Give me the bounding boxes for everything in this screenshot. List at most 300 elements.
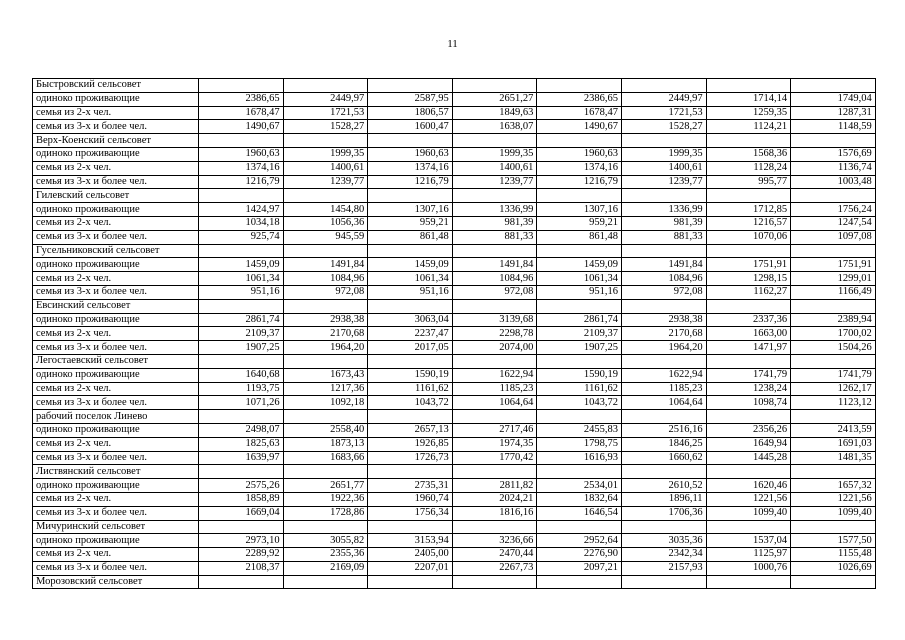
value-cell: 2973,10 bbox=[199, 534, 284, 548]
value-cell: 1259,35 bbox=[706, 106, 791, 120]
empty-cell bbox=[199, 354, 284, 368]
empty-cell bbox=[706, 134, 791, 148]
empty-cell bbox=[621, 465, 706, 479]
row-label: семья из 3-х и более чел. bbox=[33, 175, 199, 189]
value-cell: 2558,40 bbox=[283, 423, 368, 437]
value-cell: 1999,35 bbox=[283, 147, 368, 161]
value-cell: 1400,61 bbox=[621, 161, 706, 175]
section-name: Гилевский сельсовет bbox=[33, 189, 199, 203]
value-cell: 1400,61 bbox=[452, 161, 537, 175]
empty-cell bbox=[283, 189, 368, 203]
empty-cell bbox=[452, 299, 537, 313]
empty-cell bbox=[621, 244, 706, 258]
value-cell: 1374,16 bbox=[199, 161, 284, 175]
value-cell: 1537,04 bbox=[706, 534, 791, 548]
empty-cell bbox=[283, 79, 368, 93]
section-name: Быстровский сельсовет bbox=[33, 79, 199, 93]
value-cell: 1678,47 bbox=[199, 106, 284, 120]
value-cell: 1136,74 bbox=[791, 161, 876, 175]
empty-cell bbox=[283, 299, 368, 313]
value-cell: 2413,59 bbox=[791, 423, 876, 437]
empty-cell bbox=[452, 189, 537, 203]
table-row bbox=[33, 548, 876, 562]
value-cell: 2109,37 bbox=[199, 327, 284, 341]
empty-cell bbox=[199, 575, 284, 589]
value-cell: 1239,77 bbox=[283, 175, 368, 189]
empty-cell bbox=[452, 575, 537, 589]
value-cell: 1960,63 bbox=[537, 147, 622, 161]
value-cell: 1849,63 bbox=[452, 106, 537, 120]
empty-cell bbox=[791, 189, 876, 203]
value-cell: 1307,16 bbox=[537, 203, 622, 217]
value-cell: 981,39 bbox=[621, 216, 706, 230]
value-cell: 1751,91 bbox=[706, 258, 791, 272]
table-row bbox=[33, 382, 876, 396]
value-cell: 1239,77 bbox=[452, 175, 537, 189]
table-row bbox=[33, 120, 876, 134]
row-label: семья из 3-х и более чел. bbox=[33, 285, 199, 299]
value-cell: 2207,01 bbox=[368, 561, 453, 575]
value-cell: 3055,82 bbox=[283, 534, 368, 548]
value-cell: 2356,26 bbox=[706, 423, 791, 437]
value-cell: 1307,16 bbox=[368, 203, 453, 217]
value-cell: 1161,62 bbox=[537, 382, 622, 396]
row-label: семья из 3-х и более чел. bbox=[33, 396, 199, 410]
empty-cell bbox=[199, 410, 284, 424]
empty-cell bbox=[199, 244, 284, 258]
value-cell: 2534,01 bbox=[537, 479, 622, 493]
value-cell: 1064,64 bbox=[452, 396, 537, 410]
section-header-row bbox=[33, 79, 876, 93]
value-cell: 1846,25 bbox=[621, 437, 706, 451]
value-cell: 1491,84 bbox=[283, 258, 368, 272]
value-cell: 1084,96 bbox=[452, 272, 537, 286]
value-cell: 1445,28 bbox=[706, 451, 791, 465]
table-row bbox=[33, 175, 876, 189]
value-cell: 1568,36 bbox=[706, 147, 791, 161]
value-cell: 1221,56 bbox=[706, 492, 791, 506]
row-label: семья из 2-х чел. bbox=[33, 437, 199, 451]
table-row bbox=[33, 423, 876, 437]
empty-cell bbox=[706, 189, 791, 203]
empty-cell bbox=[452, 410, 537, 424]
value-cell: 3153,94 bbox=[368, 534, 453, 548]
value-cell: 1400,61 bbox=[283, 161, 368, 175]
value-cell: 1124,21 bbox=[706, 120, 791, 134]
section-header-row bbox=[33, 410, 876, 424]
value-cell: 1806,57 bbox=[368, 106, 453, 120]
value-cell: 2717,46 bbox=[452, 423, 537, 437]
empty-cell bbox=[199, 79, 284, 93]
empty-cell bbox=[283, 354, 368, 368]
empty-cell bbox=[537, 410, 622, 424]
table-row bbox=[33, 313, 876, 327]
value-cell: 1262,17 bbox=[791, 382, 876, 396]
table-row bbox=[33, 341, 876, 355]
value-cell: 1620,46 bbox=[706, 479, 791, 493]
value-cell: 1714,14 bbox=[706, 92, 791, 106]
row-label: одиноко проживающие bbox=[33, 423, 199, 437]
empty-cell bbox=[283, 520, 368, 534]
value-cell: 1471,97 bbox=[706, 341, 791, 355]
value-cell: 1056,36 bbox=[283, 216, 368, 230]
empty-cell bbox=[368, 189, 453, 203]
empty-cell bbox=[537, 189, 622, 203]
table-row bbox=[33, 285, 876, 299]
value-cell: 945,59 bbox=[283, 230, 368, 244]
value-cell: 1043,72 bbox=[537, 396, 622, 410]
value-cell: 1616,93 bbox=[537, 451, 622, 465]
value-cell: 1061,34 bbox=[537, 272, 622, 286]
value-cell: 3236,66 bbox=[452, 534, 537, 548]
value-cell: 1528,27 bbox=[621, 120, 706, 134]
value-cell: 1741,79 bbox=[791, 368, 876, 382]
value-cell: 1216,79 bbox=[537, 175, 622, 189]
value-cell: 2651,77 bbox=[283, 479, 368, 493]
value-cell: 1622,94 bbox=[621, 368, 706, 382]
row-label: семья из 2-х чел. bbox=[33, 272, 199, 286]
table-row bbox=[33, 368, 876, 382]
value-cell: 2405,00 bbox=[368, 548, 453, 562]
value-cell: 1712,85 bbox=[706, 203, 791, 217]
value-cell: 951,16 bbox=[199, 285, 284, 299]
value-cell: 2449,97 bbox=[283, 92, 368, 106]
empty-cell bbox=[537, 134, 622, 148]
empty-cell bbox=[791, 465, 876, 479]
value-cell: 1638,07 bbox=[452, 120, 537, 134]
section-header-row bbox=[33, 134, 876, 148]
value-cell: 2657,13 bbox=[368, 423, 453, 437]
value-cell: 2498,07 bbox=[199, 423, 284, 437]
value-cell: 1061,34 bbox=[368, 272, 453, 286]
value-cell: 1162,27 bbox=[706, 285, 791, 299]
value-cell: 1960,74 bbox=[368, 492, 453, 506]
empty-cell bbox=[791, 79, 876, 93]
value-cell: 2337,36 bbox=[706, 313, 791, 327]
value-cell: 1217,36 bbox=[283, 382, 368, 396]
row-label: одиноко проживающие bbox=[33, 479, 199, 493]
row-label: одиноко проживающие bbox=[33, 534, 199, 548]
value-cell: 1298,15 bbox=[706, 272, 791, 286]
value-cell: 1128,24 bbox=[706, 161, 791, 175]
value-cell: 1026,69 bbox=[791, 561, 876, 575]
empty-cell bbox=[283, 575, 368, 589]
value-cell: 1003,48 bbox=[791, 175, 876, 189]
value-cell: 1221,56 bbox=[791, 492, 876, 506]
empty-cell bbox=[791, 299, 876, 313]
empty-cell bbox=[368, 520, 453, 534]
value-cell: 1907,25 bbox=[199, 341, 284, 355]
empty-cell bbox=[199, 189, 284, 203]
value-cell: 2470,44 bbox=[452, 548, 537, 562]
empty-cell bbox=[452, 134, 537, 148]
row-label: семья из 3-х и более чел. bbox=[33, 120, 199, 134]
value-cell: 2170,68 bbox=[283, 327, 368, 341]
value-cell: 1907,25 bbox=[537, 341, 622, 355]
empty-cell bbox=[537, 575, 622, 589]
value-cell: 3063,04 bbox=[368, 313, 453, 327]
value-cell: 1238,24 bbox=[706, 382, 791, 396]
value-cell: 1741,79 bbox=[706, 368, 791, 382]
value-cell: 1756,34 bbox=[368, 506, 453, 520]
empty-cell bbox=[621, 79, 706, 93]
value-cell: 2342,34 bbox=[621, 548, 706, 562]
table-row bbox=[33, 216, 876, 230]
table-row bbox=[33, 437, 876, 451]
empty-cell bbox=[199, 520, 284, 534]
row-label: одиноко проживающие bbox=[33, 313, 199, 327]
value-cell: 2386,65 bbox=[199, 92, 284, 106]
empty-cell bbox=[621, 134, 706, 148]
value-cell: 959,21 bbox=[368, 216, 453, 230]
value-cell: 1896,11 bbox=[621, 492, 706, 506]
empty-cell bbox=[283, 465, 368, 479]
value-cell: 1646,54 bbox=[537, 506, 622, 520]
empty-cell bbox=[791, 520, 876, 534]
value-cell: 1239,77 bbox=[621, 175, 706, 189]
empty-cell bbox=[537, 299, 622, 313]
table-row bbox=[33, 479, 876, 493]
section-name: Верх-Коенский сельсовет bbox=[33, 134, 199, 148]
section-header-row bbox=[33, 299, 876, 313]
value-cell: 2389,94 bbox=[791, 313, 876, 327]
page-number: 11 bbox=[447, 38, 458, 50]
value-cell: 1299,01 bbox=[791, 272, 876, 286]
table-row bbox=[33, 561, 876, 575]
value-cell: 1491,84 bbox=[452, 258, 537, 272]
row-label: одиноко проживающие bbox=[33, 258, 199, 272]
table-row bbox=[33, 106, 876, 120]
empty-cell bbox=[621, 410, 706, 424]
value-cell: 951,16 bbox=[368, 285, 453, 299]
row-label: семья из 2-х чел. bbox=[33, 327, 199, 341]
value-cell: 1374,16 bbox=[368, 161, 453, 175]
value-cell: 1123,12 bbox=[791, 396, 876, 410]
value-cell: 1770,42 bbox=[452, 451, 537, 465]
value-cell: 2811,82 bbox=[452, 479, 537, 493]
empty-cell bbox=[452, 520, 537, 534]
empty-cell bbox=[283, 134, 368, 148]
empty-cell bbox=[706, 79, 791, 93]
empty-cell bbox=[368, 410, 453, 424]
value-cell: 2109,37 bbox=[537, 327, 622, 341]
value-cell: 1922,36 bbox=[283, 492, 368, 506]
value-cell: 1491,84 bbox=[621, 258, 706, 272]
value-cell: 881,33 bbox=[452, 230, 537, 244]
value-cell: 1000,76 bbox=[706, 561, 791, 575]
row-label: семья из 2-х чел. bbox=[33, 161, 199, 175]
row-label: одиноко проживающие bbox=[33, 147, 199, 161]
empty-cell bbox=[706, 575, 791, 589]
value-cell: 1825,63 bbox=[199, 437, 284, 451]
section-name: Морозовский сельсовет bbox=[33, 575, 199, 589]
value-cell: 1816,16 bbox=[452, 506, 537, 520]
value-cell: 1528,27 bbox=[283, 120, 368, 134]
value-cell: 1673,43 bbox=[283, 368, 368, 382]
value-cell: 1064,64 bbox=[621, 396, 706, 410]
value-cell: 972,08 bbox=[452, 285, 537, 299]
row-label: семья из 3-х и более чел. bbox=[33, 506, 199, 520]
value-cell: 1600,47 bbox=[368, 120, 453, 134]
section-name: Листвянский сельсовет bbox=[33, 465, 199, 479]
empty-cell bbox=[706, 465, 791, 479]
value-cell: 1858,89 bbox=[199, 492, 284, 506]
value-cell: 1691,03 bbox=[791, 437, 876, 451]
value-cell: 2024,21 bbox=[452, 492, 537, 506]
empty-cell bbox=[368, 79, 453, 93]
empty-cell bbox=[368, 575, 453, 589]
value-cell: 1622,94 bbox=[452, 368, 537, 382]
section-name: Евсинский сельсовет bbox=[33, 299, 199, 313]
value-cell: 1070,06 bbox=[706, 230, 791, 244]
value-cell: 1728,86 bbox=[283, 506, 368, 520]
empty-cell bbox=[368, 134, 453, 148]
value-cell: 881,33 bbox=[621, 230, 706, 244]
value-cell: 3035,36 bbox=[621, 534, 706, 548]
value-cell: 1669,04 bbox=[199, 506, 284, 520]
value-cell: 2610,52 bbox=[621, 479, 706, 493]
value-cell: 1751,91 bbox=[791, 258, 876, 272]
value-cell: 2516,16 bbox=[621, 423, 706, 437]
table-row bbox=[33, 506, 876, 520]
value-cell: 1706,36 bbox=[621, 506, 706, 520]
value-cell: 2575,26 bbox=[199, 479, 284, 493]
empty-cell bbox=[621, 520, 706, 534]
value-cell: 1336,99 bbox=[621, 203, 706, 217]
section-name: Легостаевский сельсовет bbox=[33, 354, 199, 368]
empty-cell bbox=[791, 354, 876, 368]
value-cell: 972,08 bbox=[283, 285, 368, 299]
value-cell: 1424,97 bbox=[199, 203, 284, 217]
empty-cell bbox=[621, 354, 706, 368]
value-cell: 1964,20 bbox=[283, 341, 368, 355]
empty-cell bbox=[791, 410, 876, 424]
value-cell: 1061,34 bbox=[199, 272, 284, 286]
empty-cell bbox=[791, 244, 876, 258]
value-cell: 1097,08 bbox=[791, 230, 876, 244]
value-cell: 2938,38 bbox=[283, 313, 368, 327]
row-label: семья из 2-х чел. bbox=[33, 106, 199, 120]
value-cell: 1726,73 bbox=[368, 451, 453, 465]
table-row bbox=[33, 272, 876, 286]
table-row bbox=[33, 161, 876, 175]
empty-cell bbox=[283, 410, 368, 424]
section-header-row bbox=[33, 189, 876, 203]
value-cell: 951,16 bbox=[537, 285, 622, 299]
value-cell: 861,48 bbox=[537, 230, 622, 244]
value-cell: 1576,69 bbox=[791, 147, 876, 161]
value-cell: 1071,26 bbox=[199, 396, 284, 410]
value-cell: 1504,26 bbox=[791, 341, 876, 355]
value-cell: 1640,68 bbox=[199, 368, 284, 382]
empty-cell bbox=[199, 299, 284, 313]
section-header-row bbox=[33, 520, 876, 534]
empty-cell bbox=[199, 134, 284, 148]
empty-cell bbox=[537, 354, 622, 368]
value-cell: 1092,18 bbox=[283, 396, 368, 410]
value-cell: 1832,64 bbox=[537, 492, 622, 506]
value-cell: 1034,18 bbox=[199, 216, 284, 230]
empty-cell bbox=[452, 465, 537, 479]
table-row bbox=[33, 396, 876, 410]
value-cell: 1660,62 bbox=[621, 451, 706, 465]
tariff-table bbox=[32, 78, 876, 589]
value-cell: 1216,79 bbox=[199, 175, 284, 189]
value-cell: 1454,80 bbox=[283, 203, 368, 217]
empty-cell bbox=[706, 244, 791, 258]
value-cell: 1336,99 bbox=[452, 203, 537, 217]
value-cell: 2097,21 bbox=[537, 561, 622, 575]
empty-cell bbox=[199, 465, 284, 479]
value-cell: 1043,72 bbox=[368, 396, 453, 410]
empty-cell bbox=[621, 189, 706, 203]
empty-cell bbox=[537, 465, 622, 479]
empty-cell bbox=[452, 244, 537, 258]
value-cell: 2289,92 bbox=[199, 548, 284, 562]
table-row bbox=[33, 203, 876, 217]
value-cell: 2938,38 bbox=[621, 313, 706, 327]
table-row bbox=[33, 492, 876, 506]
value-cell: 2170,68 bbox=[621, 327, 706, 341]
value-cell: 1926,85 bbox=[368, 437, 453, 451]
section-name: Мичуринский сельсовет bbox=[33, 520, 199, 534]
row-label: семья из 2-х чел. bbox=[33, 382, 199, 396]
empty-cell bbox=[706, 299, 791, 313]
row-label: семья из 3-х и более чел. bbox=[33, 341, 199, 355]
empty-cell bbox=[452, 79, 537, 93]
row-label: семья из 2-х чел. bbox=[33, 548, 199, 562]
value-cell: 1459,09 bbox=[368, 258, 453, 272]
table-row bbox=[33, 327, 876, 341]
row-label: одиноко проживающие bbox=[33, 368, 199, 382]
row-label: одиноко проживающие bbox=[33, 203, 199, 217]
value-cell: 1084,96 bbox=[621, 272, 706, 286]
table-row bbox=[33, 147, 876, 161]
value-cell: 2449,97 bbox=[621, 92, 706, 106]
row-label: семья из 3-х и более чел. bbox=[33, 561, 199, 575]
table-body bbox=[33, 79, 876, 589]
value-cell: 2861,74 bbox=[537, 313, 622, 327]
value-cell: 1639,97 bbox=[199, 451, 284, 465]
value-cell: 2157,93 bbox=[621, 561, 706, 575]
value-cell: 1756,24 bbox=[791, 203, 876, 217]
value-cell: 995,77 bbox=[706, 175, 791, 189]
value-cell: 1216,57 bbox=[706, 216, 791, 230]
empty-cell bbox=[537, 79, 622, 93]
value-cell: 2108,37 bbox=[199, 561, 284, 575]
empty-cell bbox=[706, 410, 791, 424]
value-cell: 2386,65 bbox=[537, 92, 622, 106]
empty-cell bbox=[283, 244, 368, 258]
empty-cell bbox=[621, 299, 706, 313]
empty-cell bbox=[537, 244, 622, 258]
value-cell: 1700,02 bbox=[791, 327, 876, 341]
row-label: семья из 3-х и более чел. bbox=[33, 230, 199, 244]
value-cell: 1084,96 bbox=[283, 272, 368, 286]
section-header-row bbox=[33, 244, 876, 258]
value-cell: 1999,35 bbox=[452, 147, 537, 161]
empty-cell bbox=[621, 575, 706, 589]
value-cell: 1663,00 bbox=[706, 327, 791, 341]
value-cell: 1657,32 bbox=[791, 479, 876, 493]
value-cell: 1721,53 bbox=[283, 106, 368, 120]
empty-cell bbox=[537, 520, 622, 534]
value-cell: 2276,90 bbox=[537, 548, 622, 562]
value-cell: 1873,13 bbox=[283, 437, 368, 451]
empty-cell bbox=[791, 575, 876, 589]
value-cell: 1148,59 bbox=[791, 120, 876, 134]
empty-cell bbox=[706, 520, 791, 534]
